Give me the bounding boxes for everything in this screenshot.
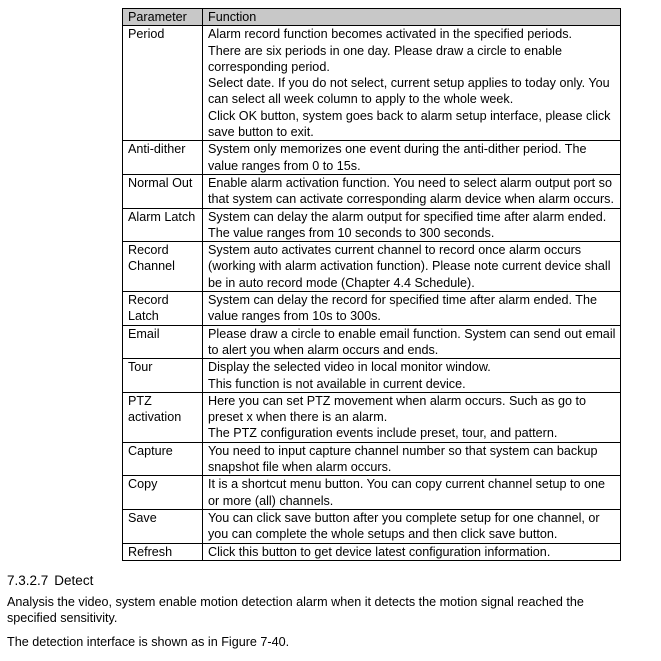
param-cell bbox=[123, 141, 203, 175]
param-name: Alarm Latch bbox=[128, 209, 196, 224]
function-cell bbox=[203, 392, 621, 442]
body-paragraph: Analysis the video, system enable motion detection alarm when it detects the motion signal reached the specified sensitivity. bbox=[7, 595, 584, 625]
table-row bbox=[123, 325, 621, 359]
header-parameter: Parameter bbox=[123, 9, 203, 26]
table-row bbox=[123, 442, 621, 476]
param-name: Capture bbox=[128, 443, 173, 458]
function-description: Please draw a circle to enable email function. System can send out email to alert you when alarm occurs and ends. bbox=[208, 326, 616, 357]
param-cell bbox=[123, 174, 203, 208]
table-row bbox=[123, 476, 621, 510]
section-number: 7.3.2.7 bbox=[7, 573, 49, 588]
function-description: System only memorizes one event during the anti-dither period. The value ranges from 0 to 15s. bbox=[208, 142, 587, 173]
header-function: Function bbox=[203, 9, 621, 26]
table-row bbox=[123, 242, 621, 292]
table-row bbox=[123, 208, 621, 242]
param-name: Tour bbox=[128, 360, 153, 375]
function-cell bbox=[203, 442, 621, 476]
param-name: Period bbox=[128, 27, 165, 42]
param-name: Save bbox=[128, 510, 157, 525]
function-description: Alarm record function becomes activated in the specified periods. There are six periods in one day. Please draw a circle to enable corresponding period. Select date. If you do not select, current setup applies to today only. You can select all week column to apply to the whole week. Click OK button, system goes back to alarm setup interface, please click save button to exit. bbox=[208, 27, 611, 140]
function-description: You can click save button after you complete setup for one channel, or you can complete the whole setups and then click save button. bbox=[208, 510, 600, 542]
param-cell bbox=[123, 325, 203, 359]
param-cell bbox=[123, 543, 203, 560]
param-cell bbox=[123, 208, 203, 242]
section-title: Detect bbox=[54, 573, 94, 588]
table-row bbox=[123, 26, 621, 141]
function-cell bbox=[203, 325, 621, 359]
function-cell bbox=[203, 509, 621, 543]
function-cell bbox=[203, 141, 621, 175]
param-name: Refresh bbox=[128, 544, 173, 559]
table-row bbox=[123, 292, 621, 326]
section-heading bbox=[7, 572, 93, 589]
param-name: PTZ activation bbox=[128, 393, 182, 425]
param-name: Copy bbox=[128, 477, 158, 492]
parameter-table bbox=[122, 8, 621, 561]
function-description: It is a shortcut menu button. You can copy current channel setup to one or more (all) channels. bbox=[208, 477, 605, 508]
table-row bbox=[123, 141, 621, 175]
table-row bbox=[123, 359, 621, 393]
param-cell bbox=[123, 509, 203, 543]
function-description: Click this button to get device latest configuration information. bbox=[208, 544, 551, 559]
param-name: Anti-dither bbox=[128, 142, 186, 157]
param-name: Normal Out bbox=[128, 175, 193, 190]
function-cell bbox=[203, 543, 621, 560]
function-cell bbox=[203, 208, 621, 242]
function-description: System can delay the alarm output for specified time after alarm ended. The value ranges from 10 seconds to 300 seconds. bbox=[208, 209, 607, 240]
param-name: Email bbox=[128, 326, 160, 341]
function-cell bbox=[203, 359, 621, 393]
table-row bbox=[123, 543, 621, 560]
function-description: Display the selected video in local monitor window. This function is not available in current device. bbox=[208, 360, 491, 391]
function-description: You need to input capture channel number so that system can backup snapshot file when alarm occurs. bbox=[208, 443, 598, 475]
param-cell bbox=[123, 292, 203, 326]
table-row bbox=[123, 174, 621, 208]
param-name: Record Latch bbox=[128, 293, 169, 324]
table-row bbox=[123, 392, 621, 442]
function-description: Here you can set PTZ movement when alarm occurs. Such as go to preset x when there is an alarm. The PTZ configuration events include preset, tour, and pattern. bbox=[208, 393, 586, 441]
param-cell bbox=[123, 392, 203, 442]
table-header-row bbox=[123, 9, 621, 26]
table-row bbox=[123, 509, 621, 543]
function-description: Enable alarm activation function. You need to select alarm output port so that system can activate corresponding alarm device when alarm occurs. bbox=[208, 175, 614, 207]
param-cell bbox=[123, 476, 203, 510]
function-description: System can delay the record for specified time after alarm ended. The value ranges from 10s to 300s. bbox=[208, 293, 597, 324]
param-cell bbox=[123, 242, 203, 292]
function-cell bbox=[203, 242, 621, 292]
param-name: Record Channel bbox=[128, 243, 175, 274]
function-cell bbox=[203, 174, 621, 208]
function-cell bbox=[203, 476, 621, 510]
function-cell bbox=[203, 292, 621, 326]
param-cell bbox=[123, 26, 203, 141]
body-paragraph: The detection interface is shown as in Figure 7-40. bbox=[7, 635, 290, 649]
param-cell bbox=[123, 442, 203, 476]
function-cell bbox=[203, 26, 621, 141]
param-cell bbox=[123, 359, 203, 393]
function-description: System auto activates current channel to record once alarm occurs (working with alarm activation function). Please note current device shall be in auto record mode (Chapter 4.4 Schedule). bbox=[208, 243, 611, 290]
